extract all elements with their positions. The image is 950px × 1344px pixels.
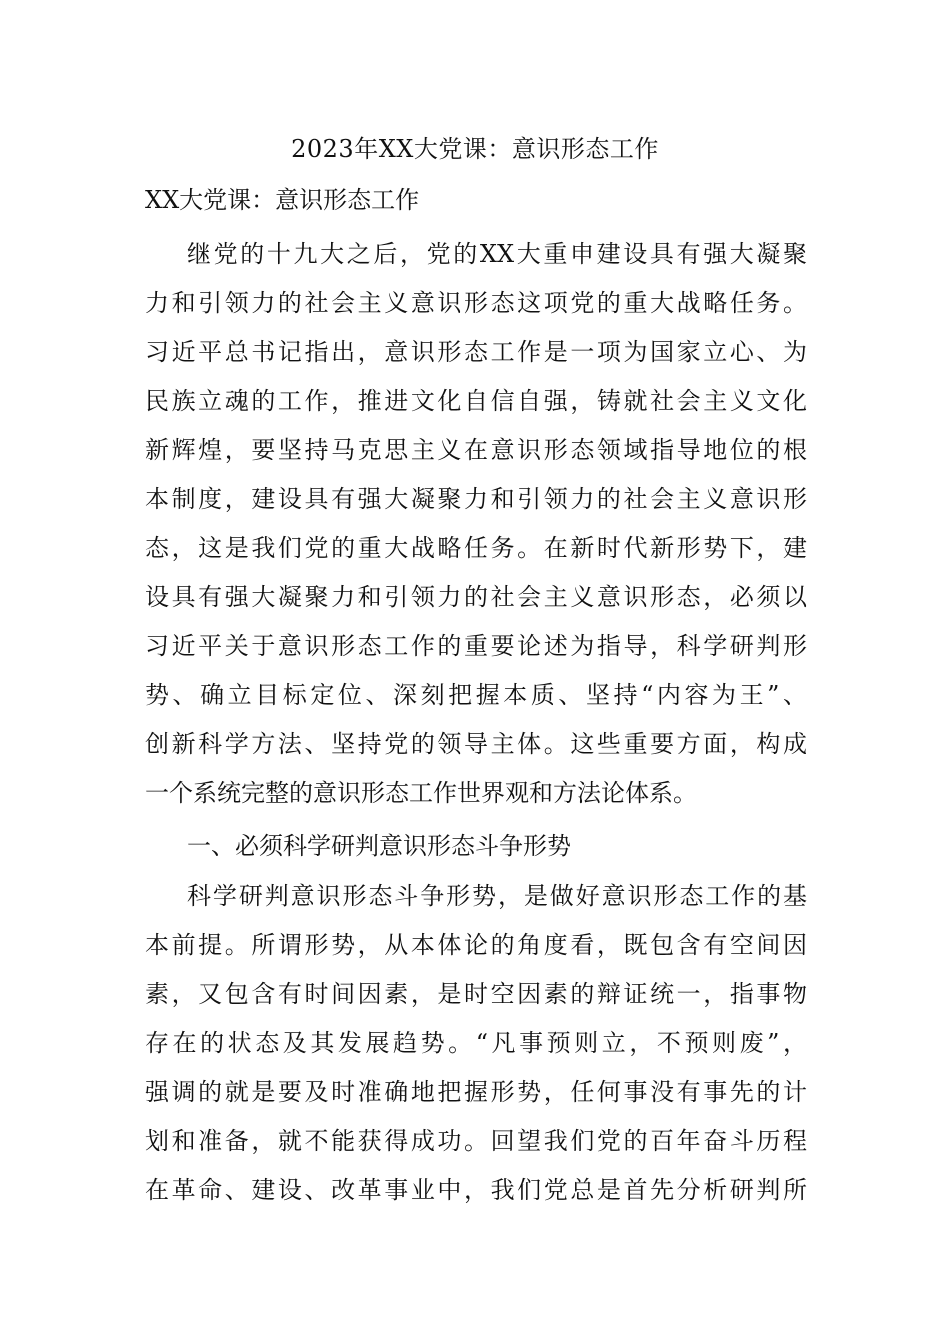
- paragraph-1-line-6: 本制度，建设具有强大凝聚力和引领力的社会主义意识形: [145, 485, 807, 513]
- document-title: 2023年XX大党课：意识形态工作: [291, 135, 659, 163]
- paragraph-2-line-1: 科学研判意识形态斗争形势，是做好意识形态工作的基: [187, 882, 807, 910]
- paragraph-2-line-7: 在革命、建设、改革事业中，我们党总是首先分析研判所: [145, 1176, 807, 1204]
- paragraph-1-line-3: 习近平总书记指出，意识形态工作是一项为国家立心、为: [145, 338, 807, 366]
- paragraph-2-line-2: 本前提。所谓形势，从本体论的角度看，既包含有空间因: [145, 931, 807, 959]
- paragraph-1-line-12: 一个系统完整的意识形态工作世界观和方法论体系。: [145, 779, 697, 807]
- paragraph-1-line-5: 新辉煌，要坚持马克思主义在意识形态领域指导地位的根: [145, 436, 807, 464]
- paragraph-1-line-11: 创新科学方法、坚持党的领导主体。这些重要方面，构成: [145, 730, 807, 758]
- paragraph-2-line-6: 划和准备，就不能获得成功。回望我们党的百年奋斗历程: [145, 1127, 807, 1155]
- paragraph-1-line-4: 民族立魂的工作，推进文化自信自强，铸就社会主义文化: [145, 387, 807, 415]
- paragraph-2-line-3: 素，又包含有时间因素，是时空因素的辩证统一，指事物: [145, 980, 807, 1008]
- paragraph-1-line-1: 继党的十九大之后，党的XX大重申建设具有强大凝聚: [187, 240, 807, 268]
- paragraph-1-line-9: 习近平关于意识形态工作的重要论述为指导，科学研判形: [145, 632, 807, 660]
- paragraph-1-line-2: 力和引领力的社会主义意识形态这项党的重大战略任务。: [145, 289, 807, 317]
- paragraph-2-line-4: 存在的状态及其发展趋势。“凡事预则立，不预则废”，: [145, 1029, 807, 1057]
- document-subtitle: XX大党课：意识形态工作: [145, 186, 420, 214]
- paragraph-1-line-7: 态，这是我们党的重大战略任务。在新时代新形势下，建: [145, 534, 807, 562]
- paragraph-1-line-8: 设具有强大凝聚力和引领力的社会主义意识形态，必须以: [145, 583, 807, 611]
- section-1-heading: 一、必须科学研判意识形态斗争形势: [187, 832, 571, 860]
- paragraph-2-line-5: 强调的就是要及时准确地把握形势，任何事没有事先的计: [145, 1078, 807, 1106]
- paragraph-1-line-10: 势、确立目标定位、深刻把握本质、坚持“内容为王”、: [145, 681, 807, 709]
